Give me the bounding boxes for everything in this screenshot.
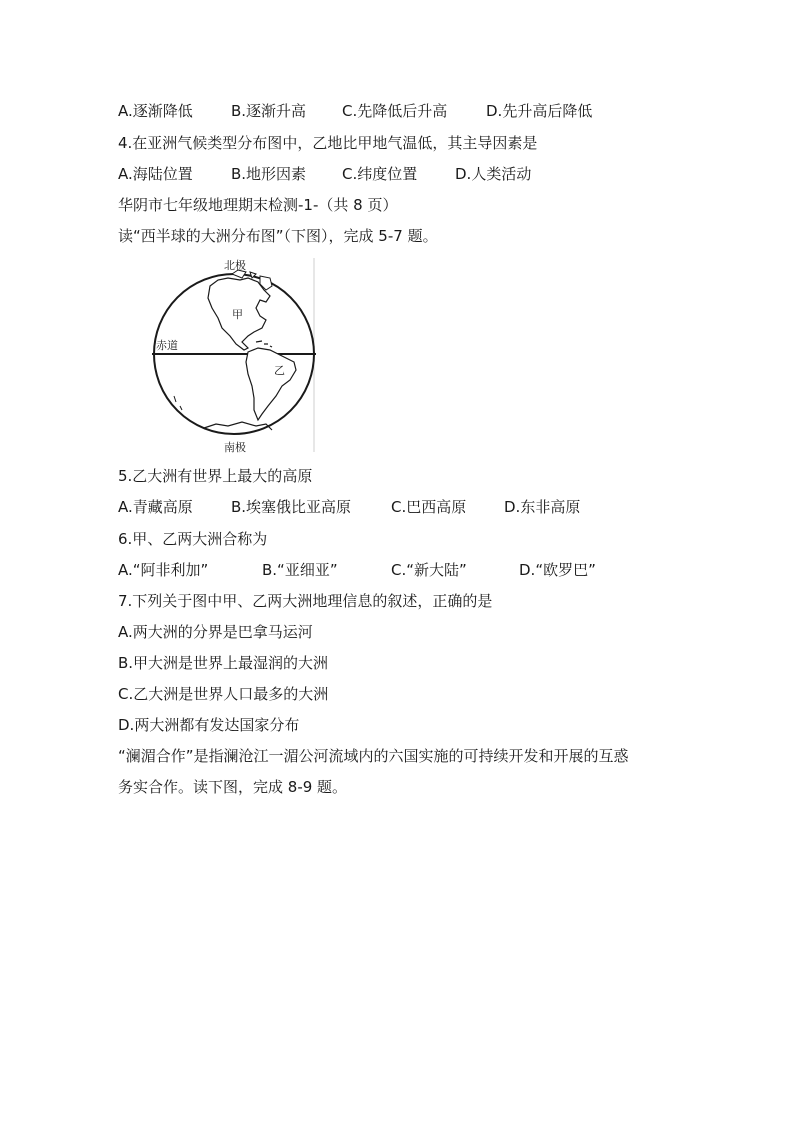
q7-option-a: A.两大洲的分界是巴拿马运河	[118, 623, 313, 641]
q7-option-b: B.甲大洲是世界上最湿润的大洲	[118, 654, 329, 672]
q5-stem: 5.乙大洲有世界上最大的高原	[118, 467, 313, 485]
page-footer: 华阴市七年级地理期末检测-1-（共 8 页）	[118, 196, 398, 214]
continent-yi-label: 乙	[274, 364, 285, 377]
q4-option-b: B.地形因素	[231, 165, 307, 183]
north-pole-label: 北极	[224, 259, 246, 272]
q6-option-d: D.“欧罗巴”	[519, 561, 596, 579]
q5-option-c: C.巴西高原	[391, 498, 467, 516]
q4-option-a: A.海陆位置	[118, 165, 193, 183]
continent-jia-label: 甲	[232, 308, 243, 321]
q6-option-a: A.“阿非利加”	[118, 561, 209, 579]
intro-5-7: 读“西半球的大洲分布图”（下图），完成 5-7 题。	[118, 227, 438, 245]
intro-8-9-line2: 务实合作。读下图，完成 8-9 题。	[118, 778, 348, 796]
q6-option-b: B.“亚细亚”	[262, 561, 338, 579]
q5-option-d: D.东非高原	[504, 498, 581, 516]
q3-option-c: C.先降低后升高	[342, 102, 448, 120]
equator-label: 赤道	[156, 339, 178, 352]
q7-stem: 7.下列关于图中甲、乙两大洲地理信息的叙述，正确的是	[118, 592, 493, 610]
intro-8-9-line1: “澜湄合作”是指澜沧江一湄公河流域内的六国实施的可持续开发和开展的互惑	[118, 747, 629, 765]
q7-option-d: D.两大洲都有发达国家分布	[118, 716, 300, 734]
q6-stem: 6.甲、乙两大洲合称为	[118, 530, 268, 548]
q3-option-d: D.先升高后降低	[486, 102, 593, 120]
south-pole-label: 南极	[224, 441, 246, 454]
q4-option-c: C.纬度位置	[342, 165, 418, 183]
q4-option-d: D.人类活动	[455, 165, 532, 183]
q4-stem: 4.在亚洲气候类型分布图中，乙地比甲地气温低，其主导因素是	[118, 134, 538, 152]
q3-option-b: B.逐渐升高	[231, 102, 307, 120]
q6-option-c: C.“新大陆”	[391, 561, 467, 579]
q5-option-b: B.埃塞俄比亚高原	[231, 498, 352, 516]
q7-option-c: C.乙大洲是世界人口最多的大洲	[118, 685, 329, 703]
western-hemisphere-map	[148, 256, 318, 456]
q3-option-a: A.逐渐降低	[118, 102, 193, 120]
q5-option-a: A.青藏高原	[118, 498, 193, 516]
